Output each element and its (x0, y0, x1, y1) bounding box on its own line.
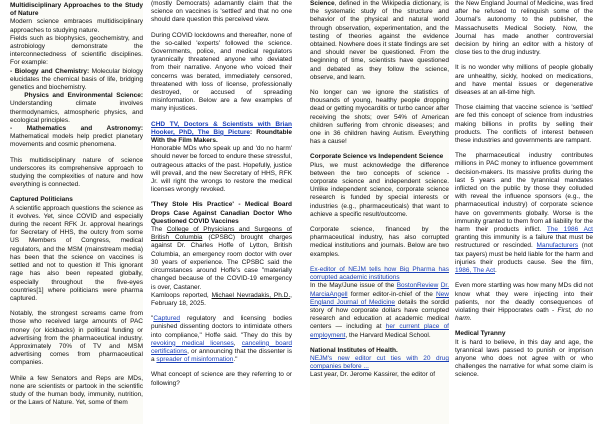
label-physics: Physics and Environmental Science: (24, 92, 143, 100)
text-biology: Molecular biology elucidates the chemical basis of life, bridging genetics and biochemistry. (10, 67, 143, 92)
text-math: Mathematical models help predict planetary movements and cosmic phenomena. (10, 133, 143, 149)
paragraph-fields: Fields such as biophysics, geochemistry, and astrobiology demonstrate the interconnectedness of scientific disciplines. For example: (10, 34, 143, 67)
paragraph-strongest-screams: Notably, the strongest screams came from those who received large amounts of PAC money (or kickbacks) in political funding or advertising from the pharmaceutical industry. Approximately 70% of TV and MSM advertising comes from pharmaceutical companies. (10, 310, 143, 367)
label-math: - Mathematics and Astronomy: (10, 125, 143, 133)
heading-multidisciplinary: Multidisciplinary Approaches to the Study of Nature (10, 2, 143, 18)
text-harvard: , the Harvard Medical School. (345, 331, 431, 339)
text-regulatory: regulatory and licensing bodies punished dissenting doctors to intimidate others into compliance," Hoffe said. "They do this by (151, 315, 292, 339)
column-3 (310, 0, 449, 424)
text-kamloops: Kamloops reported, (151, 291, 212, 299)
text-former-editor: former editor-in-chief of the (347, 290, 436, 298)
paragraph-what-concept: What concept of science are they referring to or following? (151, 371, 292, 387)
link-nejm-new-editor[interactable]: NEJM's new editor cut ties with 20 drug companies before ... (310, 354, 449, 371)
paragraph-math (10, 125, 143, 150)
paragraph-corporate-financed: Corporate science, financed by the pharmaceutical industry, has also corrupted medical institutions and journals. Below are two examples. (310, 226, 449, 258)
link-marcia-angell[interactable]: Dr. MarciaAngell (310, 282, 449, 298)
column-1 (10, 0, 143, 424)
link-nejm[interactable]: New England Journal of Medicine (310, 290, 449, 306)
text-quote-end: ." (233, 356, 238, 364)
text-startling: Even more startling was how many MDs did not know what they were injecting into their patients, nor the deadly consequences of violating their Hippocrates oath - (455, 282, 593, 314)
text-do-no-harm: First, do no harm. (455, 306, 593, 323)
paragraph-democrats: (mostly Democrats) adamantly claim that the science on vaccines is 'settled' and that no one should dare question this perceived view. (151, 0, 292, 24)
text-science-lead: Science (310, 0, 335, 7)
paragraph-settled: Those claiming that vaccine science is 'settled' are fed this concept of science from industries making billions in profits by selling their products. The conflicts of interest between these industries and governments are rampant. (455, 104, 593, 145)
link-chd-tv[interactable]: CHD TV, Doctors & Scientists with Brian Hooker, PhD, The Big Picture (151, 120, 292, 136)
heading-medical-tyranny: Medical Tyranny (455, 330, 506, 338)
paragraph-nejm-link (310, 355, 449, 371)
link-revoking-licenses[interactable]: revoking medical licenses (151, 339, 234, 347)
paragraph-kassirer: Last year, Dr. Jerome Kassirer, the editor of (310, 371, 436, 379)
text-comma: , (233, 339, 242, 347)
text-may-june: In the May/June issue of the (310, 282, 397, 290)
paragraph-physics (10, 92, 143, 125)
paragraph-biology (10, 68, 143, 93)
paragraph-honorable-mds: Honorable MDs who speak up and 'do no harm' should never be forced to endure these stressful, outrageous attacks of the past. Hopefully, justice will prevail, and the new Secretary of HHS, RFK Jr. will right the wrongs to restore the medical licenses wrongly revoked. (151, 145, 292, 194)
column-4 (455, 0, 593, 424)
paragraph-nejm-fired: the New England Journal of Medicine, was fired after he refused to relinquish some of the Journal's autonomy to the publisher, the Massachusetts Medical Society. Now, the Journal has made another controversial decision by hiring an editor with a history of close ties to the drug industry. (455, 0, 593, 57)
link-boston-review[interactable]: BostonReview (396, 282, 439, 290)
paragraph-kamloops (151, 292, 292, 308)
paragraph-multidisciplinary-nature: This multidisciplinary nature of science underscores its comprehensive approach to studying the complexities of nature and how everything is connected. (10, 156, 143, 189)
link-ex-editor-nejm[interactable]: Ex-editor of NEJM tells how Big Pharma has corrupted academic institutions (310, 265, 449, 282)
link-canceling-certifications[interactable]: canceling board certifications (151, 339, 292, 355)
heading-captured-politicians: Captured Politicians (10, 196, 73, 204)
paragraph-chd-tv (151, 121, 292, 146)
paragraph-pharma-pac (455, 152, 593, 275)
link-author[interactable]: Michael Nevradakis, Ph.D. (211, 291, 291, 299)
link-captured[interactable]: Captured (153, 315, 181, 323)
text-the: The (151, 226, 167, 234)
paragraph-statistics: No longer can we ignore the statistics of thousands of young, healthy people dropping dead or getting myocarditis or turbo cancer after receiving the shots; over 54% of American children suffering from chronic diseases; and one in 36 children having Autism. Everything has a cause! (310, 89, 449, 146)
paragraph-ex-editor (310, 266, 449, 282)
paragraph-covid-lockdowns: During COVID lockdowns and thereafter, none of the so-called 'experts' followed the science. Governments, police, and medical regulators tyrannically threatened anyone who deviated from their narrative. Anyone who voiced their concerns was berated, immediately censored, threatened with loss of license, professionally destroyed, or accused of spreading misinformation. Below are a few examples of many injustices. (151, 31, 292, 113)
text-physics: Understanding climate involves thermodynamics, atmospheric physics, and ecological principles. (10, 100, 143, 124)
link-spreader-misinformation[interactable]: spreader of misinformation (156, 356, 234, 364)
paragraph-cpsbc (151, 226, 292, 292)
text-pharma-pac: The pharmaceutical industry contributes millions in PAC money to influence government decision-makers. Its massive profits during the last 5 years and the tyrannical mandates inflicted on the public by those they colluded with reveal the influence sponsors (e.g., the pharmaceutical industry) of corporate science have on governments globally. Worse is the immunity granted to them from all liability for the harm their products inflict. (455, 152, 593, 234)
text-roundtable: : Roundtable With the Film Makers. (151, 128, 292, 145)
paragraph-two-concepts: Plus, we must acknowledge the difference between the two concepts of science - corporate science and independent science. Unlike independent science, corporate science research is funded by special interests or industries (e.g., pharmaceuticals) that want to achieve a specific result/outcome. (310, 161, 449, 218)
paragraph-startling (455, 282, 593, 323)
paragraph-senators: While a few Senators and Reps are MDs, none are scientists or partook in the scientific study of the human body, immunity, nutrition, or the Laws of Nature. Yet, some of them (10, 374, 143, 407)
text-date: , February 18, 2025. (151, 291, 292, 307)
paragraph-scientific-approach: A scientific approach questions the science as it evolves. Yet, since COVID and especially during the recent RFK Jr. approval hearings for Secretary of HHS, the outcry from some US Members of Congress, medical regulators, and the MSM (mainstream media) has been that the science on vaccines is settled and not to question it! This ignorant rage has also been repeated globally, especially throughout the five-eyes countries[1] where politicians were pharma captured. (10, 204, 143, 302)
text-announcing: , or announcing that the dissenter is a (151, 347, 292, 364)
link-college-physicians[interactable]: College of Physicians and Surgeons of British Columbia (151, 226, 292, 242)
label-biology: - Biology and Chemistry: (10, 67, 90, 75)
link-current-employment[interactable]: her current place of employment (310, 323, 449, 339)
link-manufacturers[interactable]: Manufacturers (536, 242, 579, 250)
paragraph-modern-science: Modern science embraces multidisciplinary approaches to studying nature. (10, 18, 143, 34)
paragraph-tyrannical-laws: It is hard to believe, in this day and age, the tyrannical laws passed to punish or imprison anyone who does not agree with or who challenges the narrative for what some claim is science. (455, 338, 593, 379)
text-science-definition: , defined in the Wikipedia dictionary, is the systematic study of the structure and behavior of the physical and natural world through observation, experimentation, and the testing of theories against the evidence obtained. Nowhere does it state findings are set and should never be questioned. From the beginning of time, scientists have questioned and debated as they follow the science, observe, and learn. (310, 0, 449, 81)
text-tax-payers: (not tax payers) must be held liable for the harm and injuries their products cause. See the film, (455, 242, 593, 266)
text-immunity: granting this immunity is a failure that must be restructured or rescinded. (455, 234, 593, 250)
link-1986-act[interactable]: The 1986 Act (546, 226, 593, 234)
paragraph-captured-quote: "Captured regulatory and licensing bodies punished dissenting doctors to intimidate others into compliance," Hoffe said. "They do this by revoking medical licenses, canceling board certifications, or announcing that the dissenter is a spreader of misinformation." (151, 315, 292, 364)
text-sordid-story: details the sordid story of how corporate dollars have corrupted research and education at academic medical centers — including at (310, 298, 449, 331)
link-1986-film[interactable]: 1986, The Act (455, 267, 495, 275)
heading-nih: National Institutes of Health. (310, 346, 398, 354)
column-2 (151, 0, 292, 424)
text-cpsbc: (CPSBC) brought charges against Dr. Charles Hoffe of Lytton, British Columbia, an emergency room doctor with over 30 years of experience. The CPSBC said the circumstances around Hoffe's case "materially changed because of the COVID-19 emergency is over, Castaner. (151, 234, 292, 291)
heading-they-stole: 'They Stole His Practice' - Medical Board Drops Case Against Canadian Doctor Who Questioned COVID Vaccines (151, 201, 292, 225)
heading-corporate-science: Corporate Science vs Independent Science (310, 153, 444, 161)
paragraph-no-wonder: It is no wonder why millions of people globally are unhealthy, sickly, hooked on medications, and have mental issues or degenerative diseases at an all-time high. (455, 64, 593, 97)
paragraph-boston-review (310, 282, 449, 339)
paragraph-science-defined (310, 0, 449, 82)
text-period: . (495, 267, 497, 275)
